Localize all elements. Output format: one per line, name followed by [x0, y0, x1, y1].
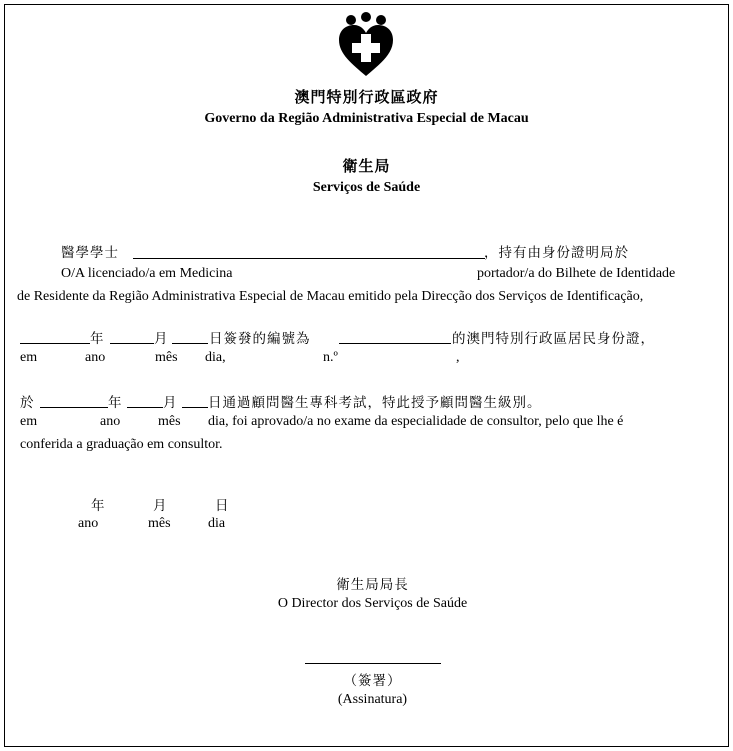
id-holder-text-zh: ，持有由身份證明局於: [484, 245, 629, 261]
mes-label-pt: mês: [155, 350, 178, 365]
exam-em-label-pt: em: [20, 414, 38, 429]
signature-label-zh: （簽署）: [343, 673, 402, 689]
date-month-zh: 月: [153, 498, 168, 514]
exam-mes-label-pt: mês: [158, 414, 181, 429]
government-name-zh: 澳門特別行政區政府: [294, 88, 439, 106]
date-dia-pt: dia: [208, 516, 226, 531]
id-card-text-zh: 的澳門特別行政區居民身份證，: [452, 331, 655, 347]
signature-label-pt: (Assinatura): [337, 692, 408, 707]
year-label-zh: 年: [90, 331, 105, 347]
issue-year-line: [20, 343, 90, 344]
em-label-pt: em: [20, 350, 38, 365]
government-name-pt: Governo da Região Administrativa Especial de Macau: [204, 111, 529, 126]
licenciado-label-pt: O/A licenciado/a em Medicina: [61, 266, 233, 281]
bachelor-label-zh: 醫學學士: [61, 245, 119, 261]
month-label-zh: 月: [154, 331, 169, 347]
director-title-zh: 衛生局局長: [336, 577, 409, 593]
date-ano-pt: ano: [78, 516, 99, 531]
graduation-text-pt: conferida a graduação em consultor.: [20, 437, 223, 452]
exam-month-line: [127, 407, 163, 408]
exam-month-label-zh: 月: [163, 395, 178, 411]
exam-year-line: [40, 407, 108, 408]
health-heart-cross-icon: [336, 12, 396, 78]
number-label-pt: n.º: [323, 350, 338, 365]
comma-pt: ,: [456, 350, 460, 365]
portador-text-pt: portador/a do Bilhete de Identidade: [477, 266, 676, 281]
issued-number-text-zh: 日簽發的編號為: [209, 331, 311, 347]
issue-day-line: [172, 343, 208, 344]
dia-label-pt: dia,: [205, 350, 226, 365]
department-name-zh: 衛生局: [342, 157, 391, 175]
director-title-pt: O Director dos Serviços de Saúde: [277, 596, 468, 611]
id-number-line: [339, 343, 451, 344]
exam-day-line: [182, 407, 208, 408]
ano-label-pt: ano: [85, 350, 106, 365]
exam-approved-text-pt: dia, foi aprovado/a no exame da especialidade de consultor, pelo que lhe é: [208, 414, 624, 429]
exam-ano-label-pt: ano: [100, 414, 121, 429]
on-label-zh: 於: [20, 395, 35, 411]
date-mes-pt: mês: [148, 516, 171, 531]
issue-month-line: [110, 343, 154, 344]
date-day-zh: 日: [215, 498, 230, 514]
resident-text-pt: de Residente da Região Administrativa Especial de Macau emitido pela Direcção dos Serviços de Identificação,: [17, 289, 644, 304]
exam-passed-text-zh: 日通過顧問醫生專科考試，特此授予顧問醫生級別。: [208, 395, 542, 411]
date-year-zh: 年: [91, 498, 106, 514]
signature-line: [305, 663, 441, 664]
name-line: [133, 258, 485, 259]
exam-year-label-zh: 年: [108, 395, 123, 411]
department-name-pt: Serviços de Saúde: [312, 180, 421, 195]
